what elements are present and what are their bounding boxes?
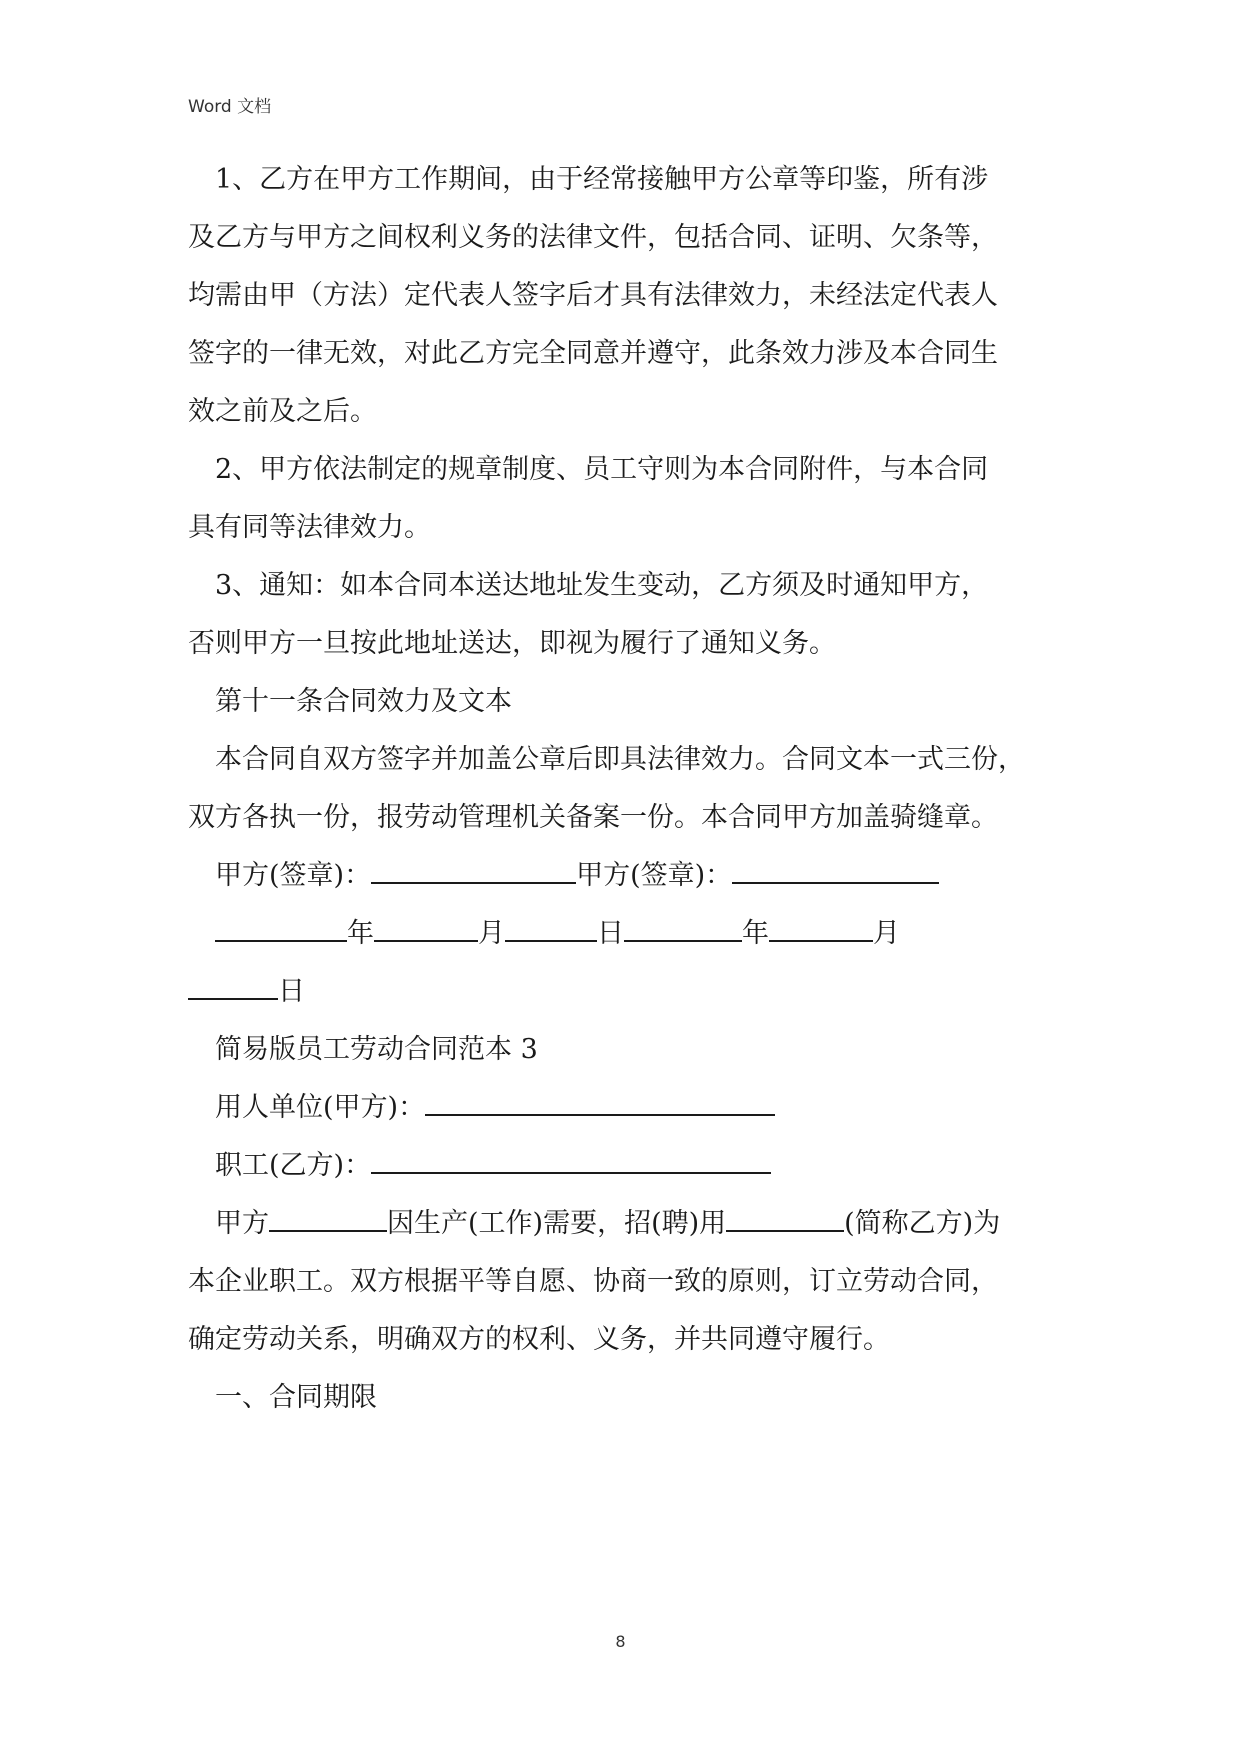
signature-line — [215, 856, 939, 896]
party-a-signature-label-2: 甲方(签章)： — [576, 860, 733, 891]
month-blank — [374, 914, 478, 942]
month-blank — [769, 914, 873, 942]
page-header: Word 文档 — [188, 97, 272, 117]
document-title: 简易版员工劳动合同范本 3 — [215, 1034, 538, 1065]
hire-text: 因生产(工作)需要，招(聘)用 — [387, 1208, 727, 1239]
paragraph-line: 3、通知：如本合同本送达地址发生变动，乙方须及时通知甲方， — [215, 570, 989, 601]
party-a-signature-label: 甲方(签章)： — [215, 860, 372, 891]
employer-line — [215, 1088, 775, 1128]
party-a-blank — [269, 1204, 387, 1232]
date-line-continued — [188, 972, 305, 1012]
paragraph-line: 本企业职工。双方根据平等自愿、协商一致的原则，订立劳动合同， — [188, 1266, 998, 1297]
year-label: 年 — [347, 918, 374, 949]
signature-blank — [732, 856, 939, 884]
employer-blank — [425, 1088, 775, 1116]
page-number: 8 — [615, 1632, 626, 1651]
day-blank — [505, 914, 597, 942]
section-heading: 第十一条合同效力及文本 — [215, 686, 512, 717]
paragraph-line — [215, 1204, 1000, 1244]
party-a-text: 甲方 — [215, 1208, 269, 1239]
day-label: 日 — [278, 976, 305, 1007]
paragraph-line: 1、乙方在甲方工作期间，由于经常接触甲方公章等印鉴，所有涉 — [215, 164, 989, 195]
paragraph-line: 均需由甲（方法）定代表人签字后才具有法律效力，未经法定代表人 — [188, 280, 998, 311]
employer-label: 用人单位(甲方)： — [215, 1092, 426, 1123]
paragraph-line: 及乙方与甲方之间权利义务的法律文件，包括合同、证明、欠条等， — [188, 222, 998, 253]
party-b-blank — [726, 1204, 844, 1232]
month-label: 月 — [873, 918, 900, 949]
date-line — [215, 914, 900, 954]
month-label: 月 — [478, 918, 505, 949]
year-blank — [624, 914, 742, 942]
day-label: 日 — [597, 918, 624, 949]
paragraph-line: 2、甲方依法制定的规章制度、员工守则为本合同附件，与本合同 — [215, 454, 989, 485]
employee-line — [215, 1146, 771, 1186]
employee-blank — [371, 1146, 771, 1174]
employee-label: 职工(乙方)： — [215, 1150, 372, 1181]
signature-blank — [371, 856, 576, 884]
section-heading: 一、合同期限 — [215, 1382, 377, 1413]
year-label: 年 — [742, 918, 769, 949]
paragraph-line: 确定劳动关系，明确双方的权利、义务，并共同遵守履行。 — [188, 1324, 890, 1355]
paragraph-line: 签字的一律无效，对此乙方完全同意并遵守，此条效力涉及本合同生 — [188, 338, 998, 369]
paragraph-line: 效之前及之后。 — [188, 396, 377, 427]
paragraph-line: 具有同等法律效力。 — [188, 512, 431, 543]
year-blank — [215, 914, 347, 942]
paragraph-line: 本合同自双方签字并加盖公章后即具法律效力。合同文本一式三份， — [215, 744, 1025, 775]
day-blank — [188, 972, 278, 1000]
party-b-text: (简称乙方)为 — [844, 1208, 1001, 1239]
paragraph-line: 双方各执一份，报劳动管理机关备案一份。本合同甲方加盖骑缝章。 — [188, 802, 998, 833]
paragraph-line: 否则甲方一旦按此地址送达，即视为履行了通知义务。 — [188, 628, 836, 659]
